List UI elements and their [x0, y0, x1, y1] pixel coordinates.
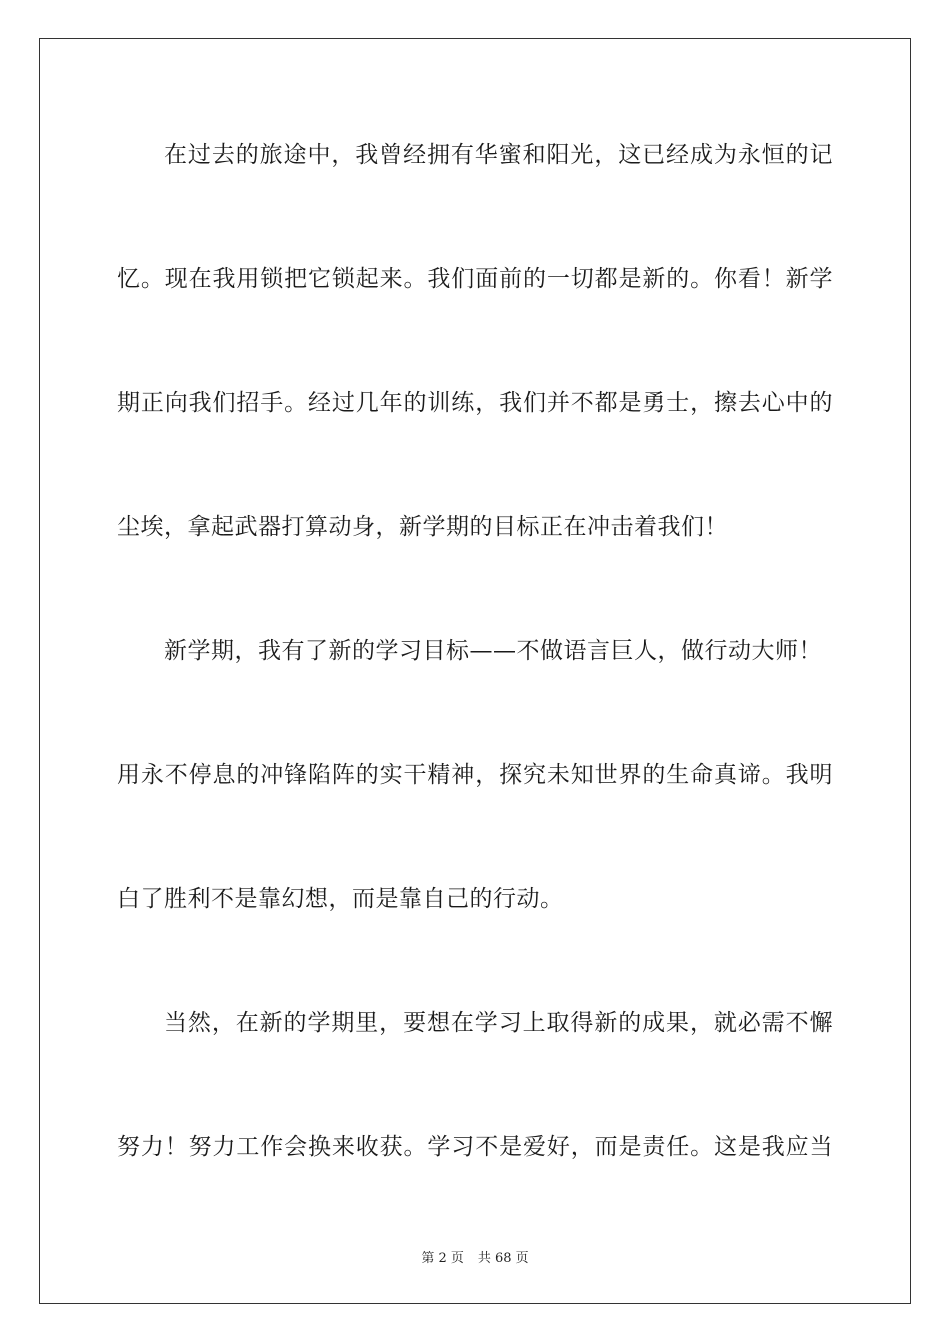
- paragraph-3-line-2: 努力！努力工作会换来收获。学习不是爱好，而是责任。这是我应当: [117, 1134, 833, 1160]
- paragraph-3-line-1: 当然，在新的学期里，要想在学习上取得新的成果，就必需不懈: [164, 1010, 833, 1036]
- paragraph-2-line-3: 白了胜利不是靠幻想，而是靠自己的行动。: [117, 886, 564, 912]
- paragraph-2-line-1: 新学期，我有了新的学习目标——不做语言巨人，做行动大师！: [164, 638, 822, 664]
- paragraph-1-line-2: 忆。现在我用锁把它锁起来。我们面前的一切都是新的。你看！新学: [117, 266, 833, 292]
- paragraph-1-line-1: 在过去的旅途中，我曾经拥有华蜜和阳光，这已经成为永恒的记: [164, 142, 833, 168]
- paragraph-2-line-2: 用永不停息的冲锋陷阵的实干精神，探究未知世界的生命真谛。我明: [117, 762, 833, 788]
- document-body: [117, 124, 833, 1240]
- total-pages: 共 68 页: [477, 1251, 529, 1266]
- page-number: 第 2 页: [421, 1251, 464, 1266]
- paragraph-1-line-3: 期正向我们招手。经过几年的训练，我们并不都是勇士，擦去心中的: [117, 390, 833, 416]
- paragraph-1-line-4: 尘埃，拿起武器打算动身，新学期的目标正在冲击着我们！: [117, 514, 728, 540]
- page-footer: [0, 1247, 950, 1266]
